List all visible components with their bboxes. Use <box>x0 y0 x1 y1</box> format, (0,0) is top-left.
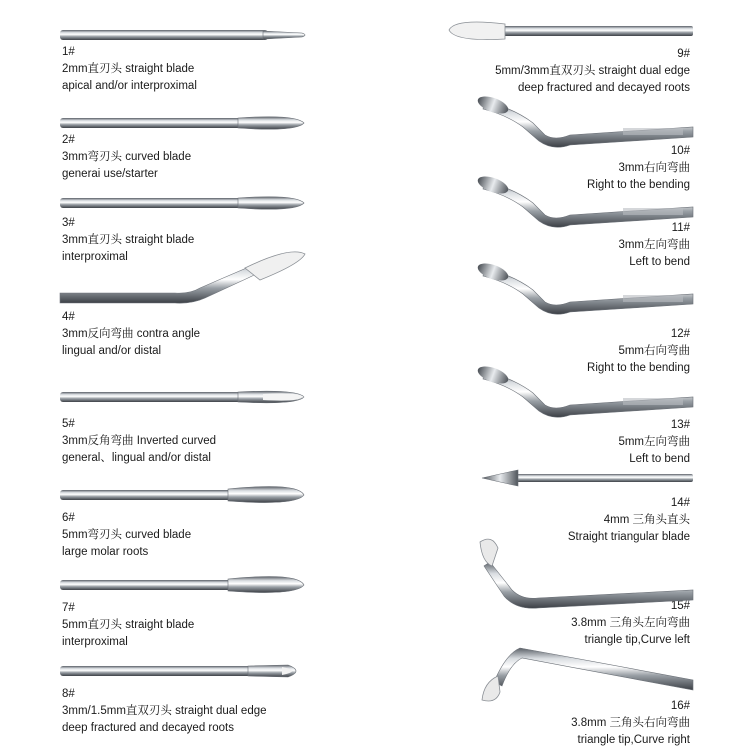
instrument-12-use: Right to the bending <box>587 362 690 374</box>
instrument-2-shaft <box>60 118 268 128</box>
instrument-13-image <box>475 375 693 435</box>
instrument-4-image <box>60 248 308 308</box>
instrument-9-num: 9# <box>677 48 690 60</box>
instrument-7-num: 7# <box>62 602 75 614</box>
instrument-14-spec: 4mm 三角头直头 <box>603 514 690 526</box>
instrument-2-num: 2# <box>62 134 75 146</box>
instrument-10-num: 10# <box>670 145 690 157</box>
instrument-2-blade <box>238 117 304 129</box>
instrument-11-num: 11# <box>671 222 690 234</box>
instrument-16-use: triangle tip,Curve right <box>577 734 690 746</box>
instrument-7-spec: 5mm直刃头 straight blade <box>62 619 195 631</box>
instrument-6-spec: 5mm弯刃头 curved blade <box>62 529 192 541</box>
instrument-8-use: deep fractured and decayed roots <box>62 722 234 734</box>
instrument-12-image <box>475 262 693 322</box>
instrument-14-use: Straight triangular blade <box>567 531 690 543</box>
instrument-9-blade <box>449 22 505 40</box>
instrument-4-shaft <box>60 260 265 303</box>
instrument-16-image <box>476 642 693 702</box>
instrument-11-use: Left to bend <box>629 256 690 268</box>
instrument-4-num: 4# <box>62 311 75 323</box>
instrument-13-shaft <box>483 371 693 417</box>
instrument-16-label <box>571 698 690 749</box>
instrument-8-spec: 3mm/1.5mm直双刃头 straight dual edge <box>62 705 267 717</box>
instrument-13-spec: 5mm左向弯曲 <box>618 436 690 448</box>
instrument-3-image <box>60 188 308 248</box>
instrument-9-spec: 5mm/3mm直双刃头 straight dual edge <box>495 65 690 77</box>
instrument-8-shaft <box>60 666 268 676</box>
instrument-5-image <box>60 382 308 442</box>
instrument-10-spec: 3mm右向弯曲 <box>618 162 690 174</box>
instrument-8-image <box>60 656 308 716</box>
instrument-10-shaft <box>483 101 693 147</box>
instrument-2-use: generai use/starter <box>62 168 158 180</box>
instrument-5-tip <box>263 393 302 400</box>
instrument-14-shaft <box>508 474 693 482</box>
instrument-7-use: interproximal <box>62 636 128 648</box>
instrument-9-use: deep fractured and decayed roots <box>518 82 690 94</box>
instrument-8-num: 8# <box>62 688 75 700</box>
instrument-11-spec: 3mm左向弯曲 <box>618 239 690 251</box>
instrument-1-shaft <box>60 30 268 40</box>
instrument-15-use: triangle tip,Curve left <box>584 634 690 646</box>
instrument-15-blade <box>480 539 498 566</box>
instrument-15-shaft <box>484 562 693 608</box>
instrument-1-use: apical and/or interproximal <box>62 80 197 92</box>
instrument-13-num: 13# <box>670 419 690 431</box>
instrument-13-use: Left to bend <box>629 453 690 465</box>
instrument-1-spec: 2mm直刃头 straight blade <box>62 63 195 75</box>
instrument-3-shaft <box>60 198 268 208</box>
instrument-11-image <box>475 185 693 245</box>
instrument-4-label <box>62 309 200 360</box>
instrument-1-blade <box>263 31 305 39</box>
instrument-9-shaft <box>485 26 693 36</box>
instrument-3-num: 3# <box>62 217 75 229</box>
instrument-12-label <box>587 326 690 377</box>
instrument-4-blade <box>245 252 305 280</box>
instrument-14-blade <box>482 470 518 486</box>
instrument-3-use: interproximal <box>62 251 128 263</box>
instrument-15-num: 15# <box>670 600 690 612</box>
instrument-16-num: 16# <box>670 700 690 712</box>
instrument-14-num: 14# <box>670 497 690 509</box>
instrument-7-blade <box>228 577 304 593</box>
instrument-6-blade <box>228 487 304 503</box>
instrument-13-handle <box>623 398 683 405</box>
instrument-15-spec: 3.8mm 三角头左向弯曲 <box>571 617 690 629</box>
instrument-4-use: lingual and/or distal <box>62 345 162 357</box>
instrument-2-spec: 3mm弯刃头 curved blade <box>62 151 192 163</box>
instrument-12-handle <box>623 295 683 302</box>
instrument-12-num: 12# <box>670 328 690 340</box>
instrument-16-spec: 3.8mm 三角头右向弯曲 <box>571 717 690 729</box>
instrument-7-image <box>60 570 308 630</box>
instrument-16-blade <box>482 676 500 701</box>
instrument-2-image <box>60 108 308 168</box>
instrument-15-image <box>476 540 693 600</box>
instrument-4-spec: 3mm反向弯曲 contra angle <box>62 328 201 340</box>
instrument-1-num: 1# <box>62 46 75 58</box>
instrument-14-image <box>478 466 693 526</box>
instrument-6-image <box>60 480 308 540</box>
instrument-6-num: 6# <box>62 512 75 524</box>
instrument-3-spec: 3mm直刃头 straight blade <box>62 234 195 246</box>
instrument-10-image <box>475 95 693 155</box>
instrument-11-handle <box>623 208 683 215</box>
instrument-16-shaft <box>494 648 693 690</box>
instrument-12-shaft <box>483 268 693 314</box>
instrument-5-num: 5# <box>62 418 75 430</box>
instrument-5-shaft <box>60 392 268 402</box>
instrument-6-use: large molar roots <box>62 546 149 558</box>
instrument-5-spec: 3mm反角弯曲 Inverted curved <box>62 435 217 447</box>
instrument-10-use: Right to the bending <box>587 179 690 191</box>
instrument-10-handle <box>623 128 683 135</box>
instrument-11-shaft <box>483 181 693 227</box>
instrument-1-image <box>60 20 308 80</box>
instrument-9-image <box>445 18 693 78</box>
instrument-5-use: general、lingual and/or distal <box>62 452 211 464</box>
instrument-12-spec: 5mm右向弯曲 <box>618 345 690 357</box>
instrument-3-blade <box>238 197 304 209</box>
